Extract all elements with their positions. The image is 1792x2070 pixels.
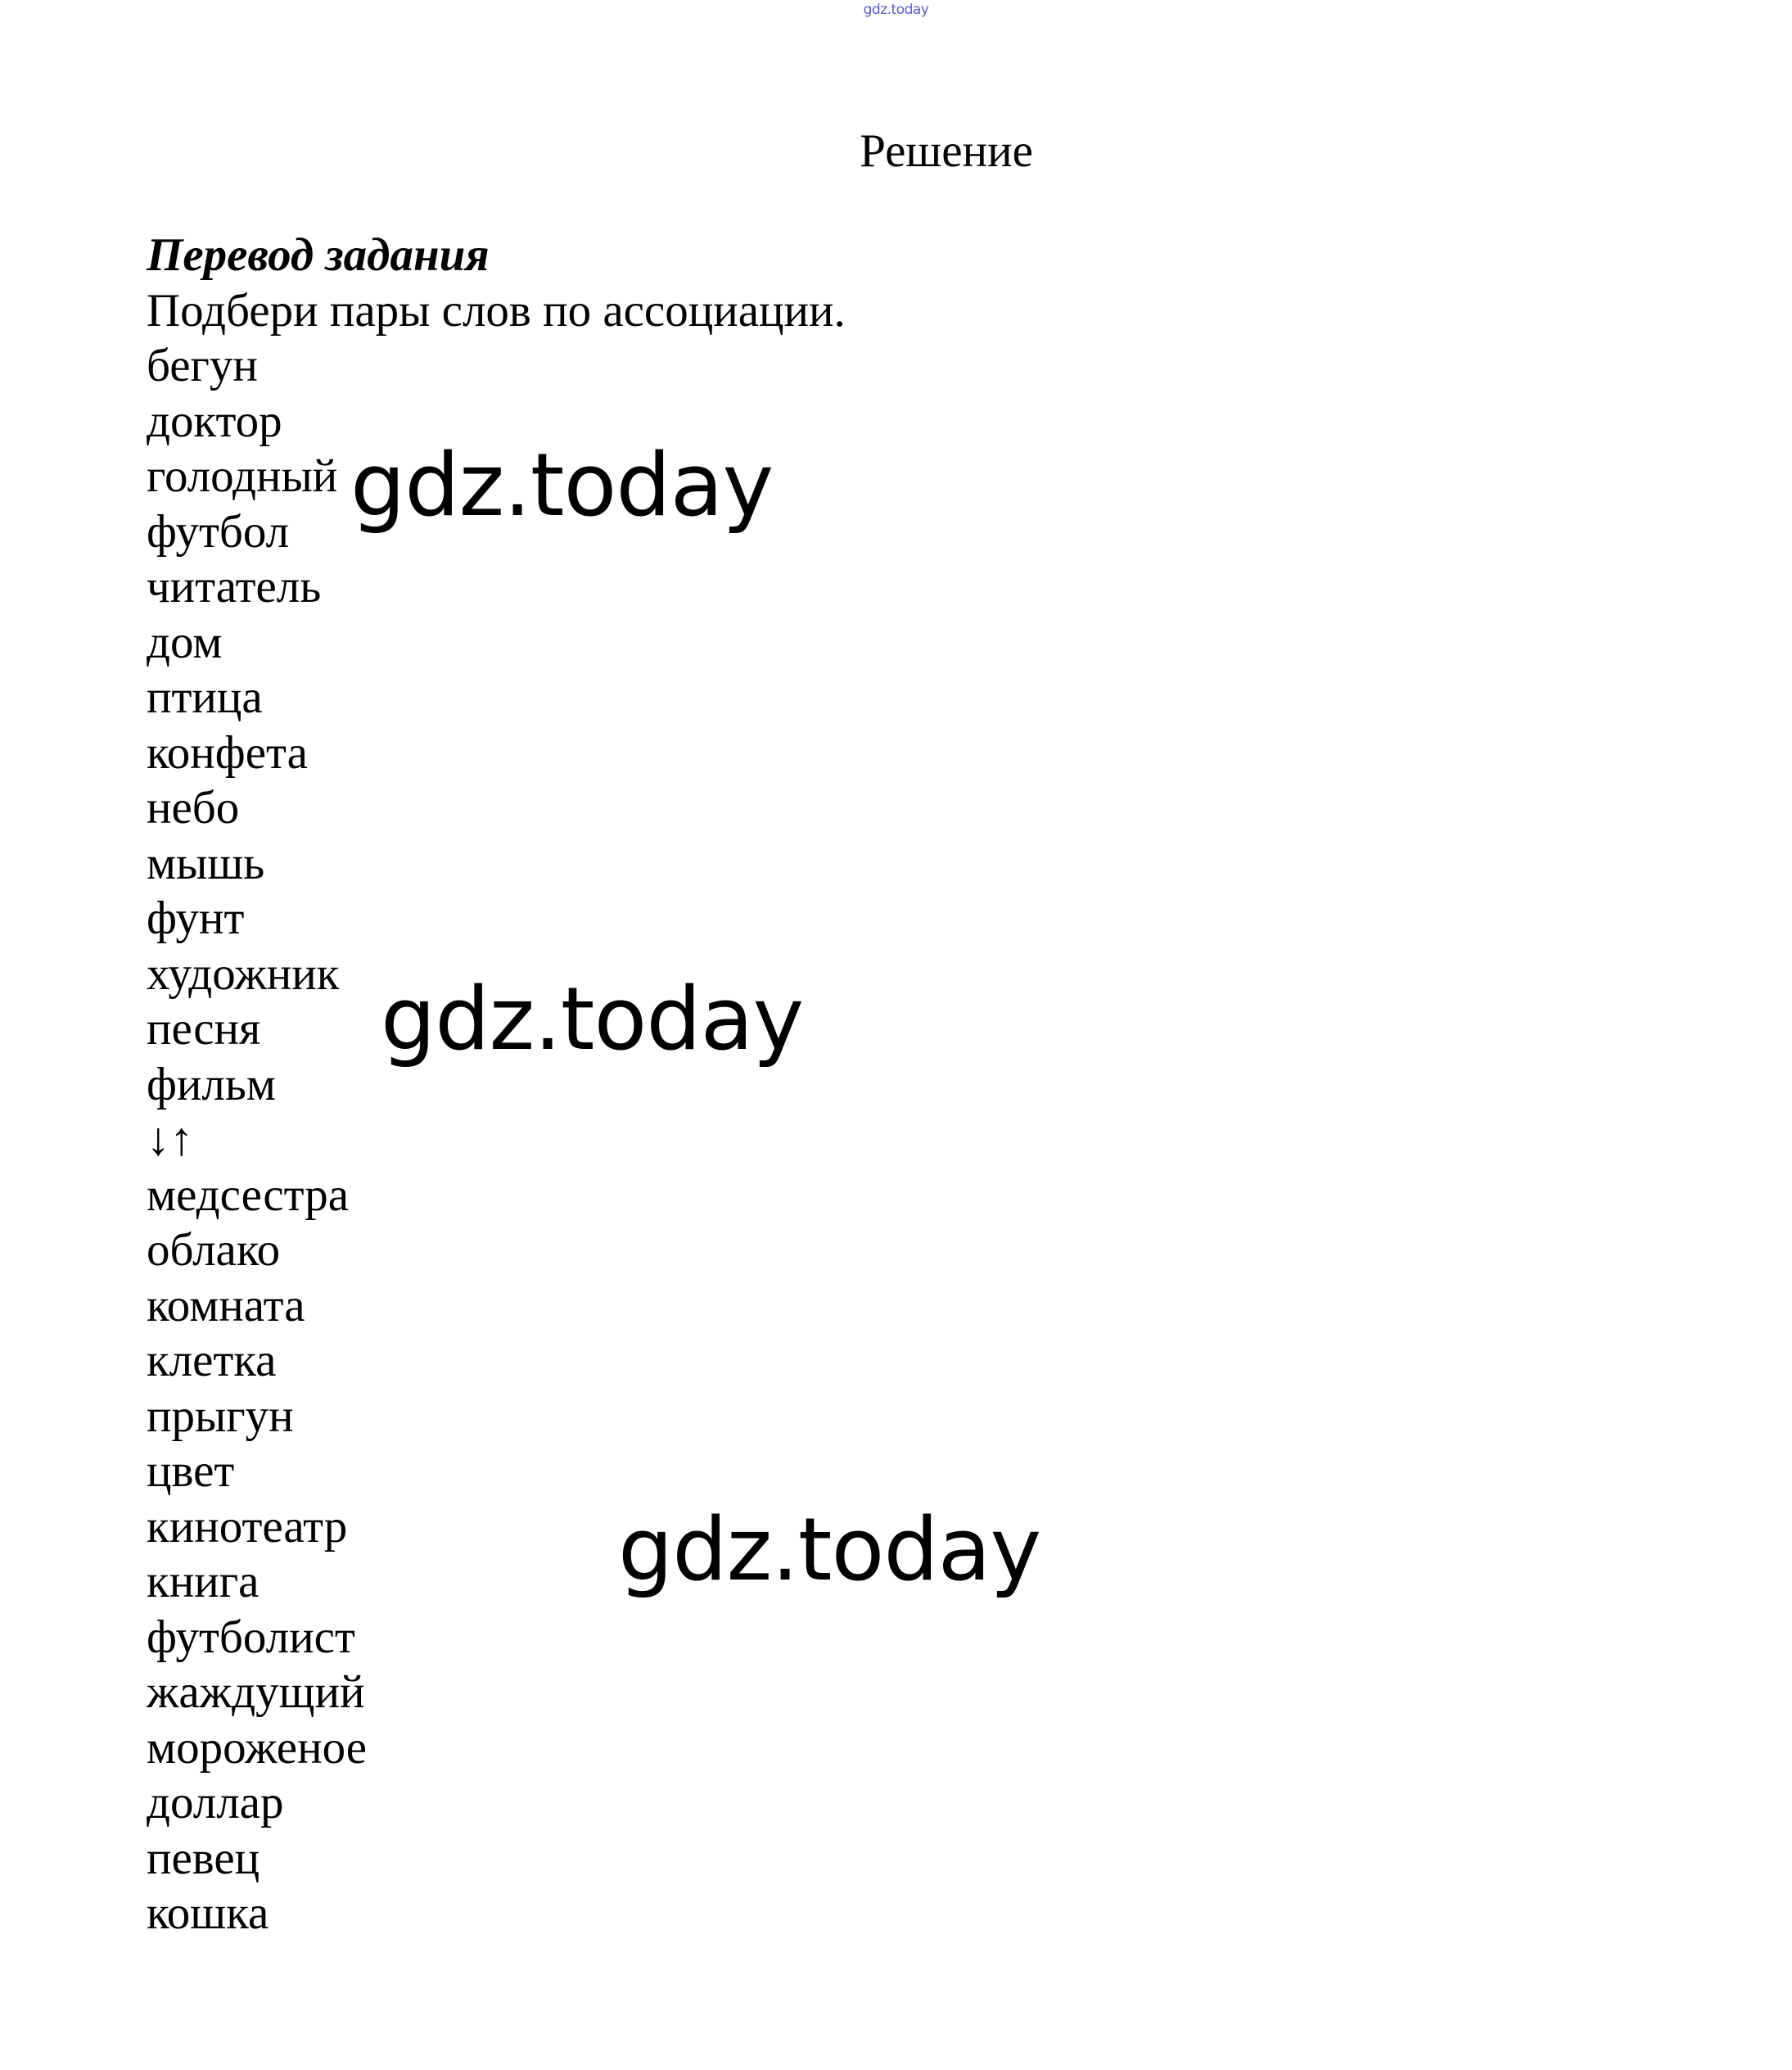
list-item: художник: [147, 947, 340, 1000]
list-item: доктор: [147, 395, 282, 447]
list-item: песня: [147, 1003, 261, 1055]
list-item: кошка: [147, 1887, 269, 1939]
watermark: gdz.today: [350, 435, 774, 536]
page-title: Решение: [860, 125, 1033, 177]
list-item: книга: [147, 1556, 260, 1607]
list-item: футбол: [147, 505, 290, 558]
section-heading: Перевод задания: [147, 229, 490, 281]
list-item: клетка: [147, 1335, 277, 1386]
list-item: дом: [147, 616, 223, 668]
list-item: мороженое: [147, 1721, 368, 1774]
watermark: gdz.today: [618, 1499, 1041, 1600]
top-site-link[interactable]: gdz.today: [863, 2, 929, 18]
list-item: читатель: [147, 561, 322, 612]
watermark: gdz.today: [381, 969, 804, 1069]
list-item: комната: [147, 1279, 305, 1331]
list-item: фильм: [147, 1058, 276, 1110]
list-item: бегун: [147, 340, 258, 391]
list-item: певец: [147, 1832, 260, 1884]
list-item: небо: [147, 782, 240, 834]
list-item: доллар: [147, 1777, 284, 1828]
list-item: футболист: [147, 1611, 355, 1663]
list-item: цвет: [147, 1445, 235, 1497]
list-item: жаждущий: [147, 1666, 365, 1718]
list-item: голодный: [147, 450, 338, 502]
instruction-text: Подбери пары слов по ассоциации.: [147, 284, 846, 337]
list-item: птица: [147, 671, 263, 723]
list-item: кинотеатр: [147, 1500, 348, 1552]
list-item: конфета: [147, 726, 308, 779]
list-item: облако: [147, 1224, 281, 1276]
list-item: медсестра: [147, 1168, 350, 1221]
arrows-separator: ↓↑: [147, 1114, 193, 1165]
list-item: фунт: [147, 893, 245, 944]
list-item: мышь: [147, 837, 265, 889]
list-item: прыгун: [147, 1390, 294, 1442]
